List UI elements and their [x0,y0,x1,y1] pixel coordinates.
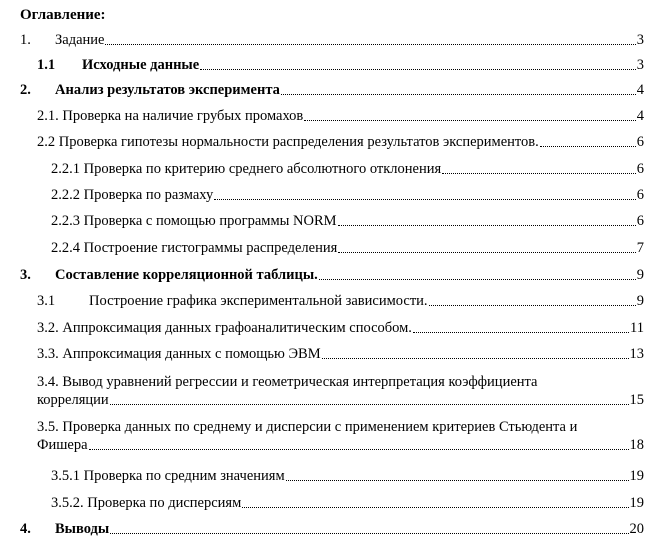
toc-entry-page: 15 [629,392,644,408]
toc-entry-number: 1.1 [37,57,56,73]
dot-leader [322,357,629,359]
toc-entry-page: 11 [630,320,644,336]
toc-entry-3[interactable] [20,266,644,284]
toc-entry-page: 6 [636,187,644,203]
dot-leader [286,479,629,481]
toc-entry-label: 2.2 Проверка гипотезы нормальности распределения результатов экспериментов. [37,134,539,150]
dot-leader [214,198,636,200]
toc-entry-number: 4. [20,521,31,537]
toc-entry-number: 3. [20,267,31,283]
dot-leader [304,119,635,121]
toc-entry-page: 13 [629,346,644,362]
toc-entry-label: Анализ результатов эксперимента [55,82,280,98]
toc-title: Оглавление: [20,7,106,23]
dot-leader [105,43,635,45]
dot-leader [442,172,636,174]
toc-entry-page: 3 [636,32,644,48]
toc-entry-3-2[interactable] [37,319,644,337]
toc-entry-label: Исходные данные [82,57,200,73]
toc-entry-page: 7 [636,240,644,256]
toc-entry-page: 4 [636,108,644,124]
toc-entry-3-3[interactable] [37,345,644,363]
toc-entry-page: 19 [629,495,644,511]
toc-entry-label: Построение графика экспериментальной зависимости. [89,293,428,309]
toc-entry-3-5-2[interactable] [51,494,644,512]
dot-leader [413,331,629,333]
toc-entry-3-4[interactable] [37,373,644,409]
toc-entry-label-continued: корреляции [37,392,109,408]
toc-entry-4[interactable] [20,520,644,538]
toc-entry-2-1[interactable] [37,107,644,125]
toc-entry-number: 2. [20,82,31,98]
dot-leader [242,506,628,508]
toc-entry-1[interactable] [20,31,644,49]
toc-entry-page: 6 [636,134,644,150]
toc-entry-label: 3.5.1 Проверка по средним значениям [51,468,285,484]
toc-entry-2[interactable] [20,81,644,99]
dot-leader [338,251,635,253]
dot-leader [89,448,629,450]
toc-entry-page: 9 [636,293,644,309]
toc-entry-2-2[interactable] [37,133,644,151]
toc-entry-label-continued: Фишера [37,437,88,453]
toc-entry-3-5-1[interactable] [51,467,644,485]
toc-entry-page: 6 [636,213,644,229]
dot-leader [319,278,636,280]
toc-entry-page: 9 [636,267,644,283]
toc-entry-label: 3.5.2. Проверка по дисперсиям [51,495,242,511]
toc-entry-label: 2.2.2 Проверка по размаху [51,187,214,203]
toc-entry-label: 3.3. Аппроксимация данных с помощью ЭВМ [37,346,321,362]
toc-entry-label: Выводы [55,521,110,537]
toc-entry-label: 3.5. Проверка данных по среднему и дисперсии с применением критериев Стьюдента и [37,419,578,435]
dot-leader [429,304,636,306]
dot-leader [540,145,636,147]
toc-entry-page: 19 [629,468,644,484]
dot-leader [110,403,629,405]
toc-entry-1-1[interactable] [37,56,644,74]
toc-entry-2-2-2[interactable] [51,186,644,204]
toc-entry-page: 20 [629,521,644,537]
toc-entry-label: 2.2.3 Проверка с помощью программы NORM [51,213,337,229]
toc-entry-page: 3 [636,57,644,73]
dot-leader [338,224,636,226]
toc-entry-label: 2.2.1 Проверка по критерию среднего абсолютного отклонения [51,161,442,177]
toc-entry-label: Составление корреляционной таблицы. [55,267,318,283]
toc-entry-label: 3.2. Аппроксимация данных графоаналитическим способом. [37,320,412,336]
toc-entry-number: 1. [20,32,31,48]
toc-entry-3-5[interactable] [37,418,644,454]
toc-entry-label: 3.4. Вывод уравнений регрессии и геометрическая интерпретация коэффициента [37,374,538,390]
toc-entry-label: Задание [55,32,105,48]
toc-entry-page: 6 [636,161,644,177]
dot-leader [200,68,636,70]
dot-leader [281,93,636,95]
toc-entry-3-1[interactable] [37,292,644,310]
toc-entry-label: 2.1. Проверка на наличие грубых промахов [37,108,304,124]
toc-entry-2-2-3[interactable] [51,212,644,230]
toc-entry-page: 4 [636,82,644,98]
toc-entry-page: 18 [629,437,644,453]
toc-entry-label: 2.2.4 Построение гистограммы распределения [51,240,338,256]
dot-leader [110,532,628,534]
toc-entry-number: 3.1 [37,293,56,309]
toc-entry-2-2-1[interactable] [51,160,644,178]
toc-entry-2-2-4[interactable] [51,239,644,257]
